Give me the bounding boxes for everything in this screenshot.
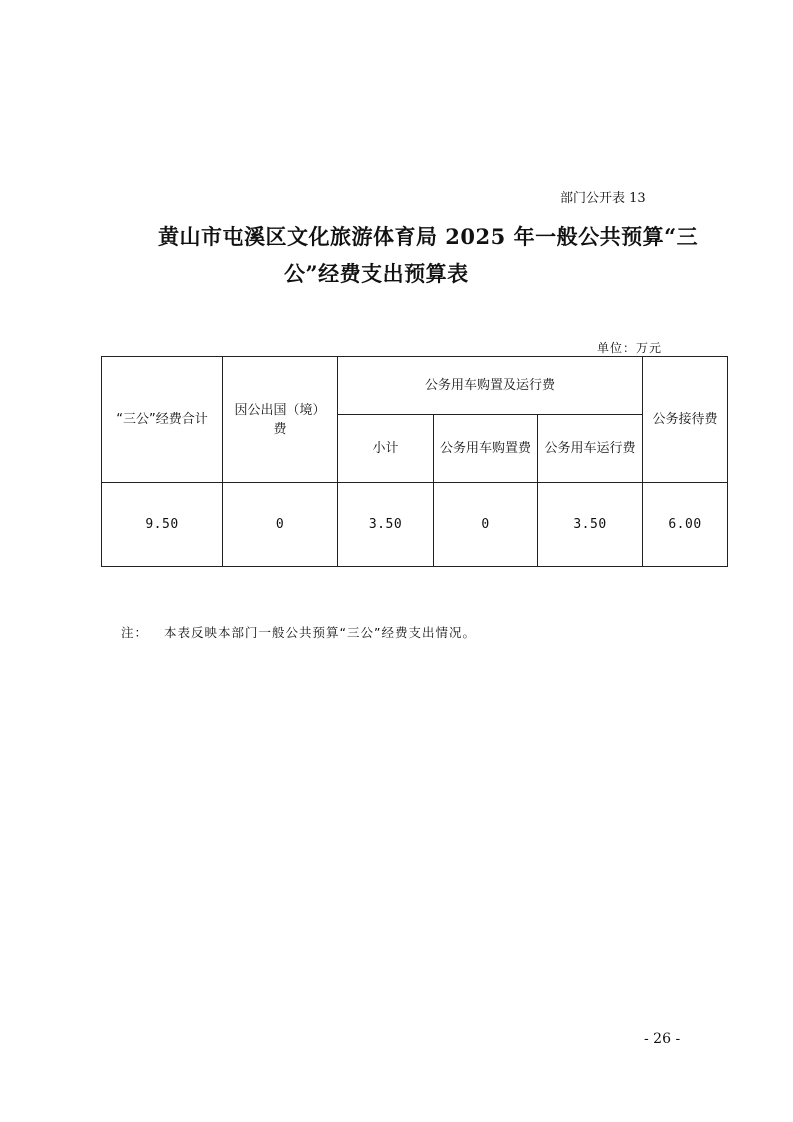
page-title-line-2: 公”经费支出预算表 xyxy=(284,261,469,286)
footnote-label: 注： xyxy=(121,625,149,640)
table-code: 部门公开表 13 xyxy=(560,191,646,206)
cell-total: 9.50 xyxy=(102,483,223,567)
unit-label: 单位：万元 xyxy=(597,341,663,355)
cell-reception: 6.00 xyxy=(643,483,728,567)
header-reception: 公务接待费 xyxy=(643,357,728,483)
budget-table xyxy=(101,356,728,567)
header-purchase: 公务用车购置费 xyxy=(434,415,538,483)
cell-operation: 3.50 xyxy=(538,483,643,567)
header-operation: 公务用车运行费 xyxy=(538,415,643,483)
cell-abroad: 0 xyxy=(223,483,338,567)
footnote-text: 本表反映本部门一般公共预算“三公”经费支出情况。 xyxy=(164,625,476,640)
header-subtotal: 小计 xyxy=(338,415,434,483)
header-abroad: 因公出国（境）费 xyxy=(223,357,338,483)
header-total: “三公”经费合计 xyxy=(102,357,223,483)
cell-subtotal: 3.50 xyxy=(338,483,434,567)
page-number: - 26 - xyxy=(644,1031,681,1047)
page-title-line-1: 黄山市屯溪区文化旅游体育局 2025 年一般公共预算“三 xyxy=(158,224,699,249)
header-vehicle-group: 公务用车购置及运行费 xyxy=(338,357,643,415)
table-row xyxy=(102,483,728,567)
cell-purchase: 0 xyxy=(434,483,538,567)
footnote xyxy=(121,623,476,641)
